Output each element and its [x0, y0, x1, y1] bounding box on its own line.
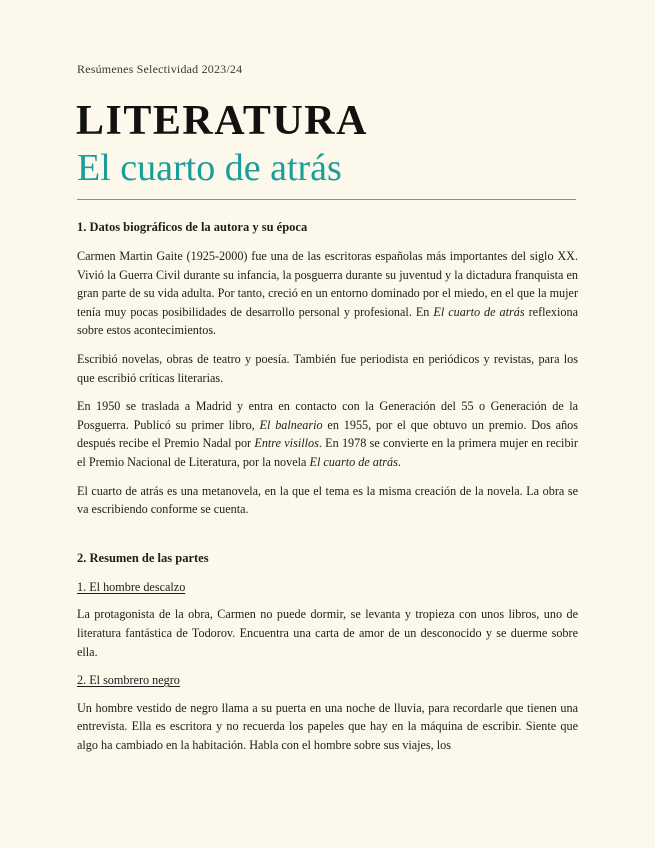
book-title-italic: El balneario — [259, 417, 323, 432]
paragraph-part-1: La protagonista de la obra, Carmen no puede dormir, se levanta y tropieza con unos libros, uno de literatura fantástica de Todorov. Encuentra una carta de amor de un desconocido y se duerme sobre ella. — [77, 607, 578, 659]
part-title-2: 2. El sombrero negro — [77, 673, 180, 688]
paragraph-biography-1 — [77, 247, 578, 340]
text-run: . En 1978 se convierte en la primera mujer en recibir el Premio Nacional de Literatura, por la novela — [77, 436, 578, 469]
text-run: . — [397, 454, 401, 469]
paragraph-biography-3 — [77, 397, 578, 471]
document-body — [77, 218, 578, 764]
text-run: en 1955, por el que obtuvo un premio. Dos años después recibe el Premio Nadal por — [77, 417, 579, 451]
book-title-italic: El cuarto de atrás — [433, 304, 525, 319]
title-divider — [77, 199, 576, 200]
section-heading-biography: 1. Datos biográficos de la autora y su época — [77, 220, 308, 234]
text-run: Carmen Martin Gaite (1925-2000) fue una de las escritoras españolas más importantes del siglo XX. Vivió la Guerra Civil durante su infancia, la posguerra durante su juventud y la dictadura franquista en gran parte de su vida adulta. Por tanto, creció en un entorno dominado por el miedo, en el que la mujer tenía muy pocas posibilidades de desarrollo personal y profesional. En — [77, 249, 578, 319]
text-run: En 1950 se traslada a Madrid y entra en contacto con la Generación del 55 o Generación de la Posguerra. Publicó su primer libro, — [77, 399, 578, 432]
book-title-italic: Entre visillos — [254, 436, 319, 451]
running-header: Resúmenes Selectividad 2023/24 — [77, 62, 243, 76]
part-title-1: 1. El hombre descalzo — [77, 579, 186, 594]
book-title-italic: El cuarto de atrás — [309, 454, 398, 469]
work-title: El cuarto de atrás — [77, 147, 342, 189]
paragraph-part-2: Un hombre vestido de negro llama a su puerta en una noche de lluvia, para recordarle que tienen una entrevista. Ella es escritora y no recuerda los papeles que hay en la máquina de escribir. Siente que algo ha cambiado en la habitación. Habla con el hombre sobre sus viajes, los — [77, 700, 578, 752]
text-run: reflexiona sobre estos acontecimientos. — [77, 304, 579, 338]
subject-title: LITERATURA — [76, 98, 368, 144]
section-heading-summary: 2. Resumen de las partes — [77, 550, 209, 565]
paragraph-biography-4: El cuarto de atrás es una metanovela, en la que el tema es la misma creación de la novela. La obra se va escribiendo conforme se cuenta. — [77, 483, 578, 517]
paragraph-biography-2: Escribió novelas, obras de teatro y poesía. También fue periodista en periódicos y revistas, para los que escribió críticas literarias. — [77, 351, 578, 385]
